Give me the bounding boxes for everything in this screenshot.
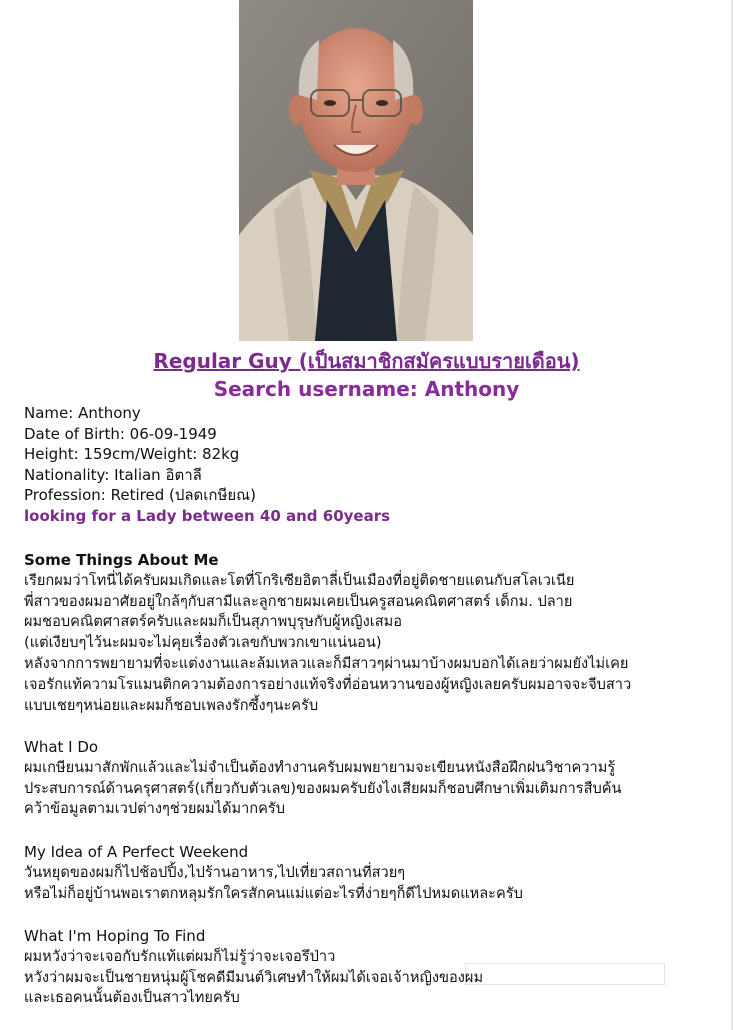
paragraph-line: พี่สาวของผมอาศัยอยู่ใกล้ๆกับสามีและลูกชายผมเคยเป็นครูสอนคณิตศาสตร์ เด็กม. ปลาย <box>24 592 573 610</box>
profile-photo <box>239 0 473 341</box>
section-heading: My Idea of A Perfect Weekend <box>24 843 249 861</box>
section-heading: Some Things About Me <box>24 551 219 569</box>
detail-name: Name: Anthony <box>24 404 141 422</box>
paragraph-line: (แต่เงียบๆไว้นะผมจะไม่คุยเรื่องตัวเลขกับพวกเขาแน่นอน) <box>24 634 382 652</box>
section-what-i-do <box>24 737 714 820</box>
search-username-label: Search username: Anthony <box>213 377 520 401</box>
section-heading: What I'm Hoping To Find <box>24 927 206 945</box>
detail-date-of-birth: Date of Birth: 06-09-1949 <box>24 424 217 443</box>
detail-profession: Profession: Retired (ปลดเกษียณ) <box>24 486 256 505</box>
paragraph-line: แบบเชยๆหน่อยและผมก็ชอบเพลงรักซึ้งๆนะครับ <box>24 696 319 714</box>
paragraph-line: และเธอคนนั้นต้องเป็นสาวไทยครับ <box>24 989 240 1007</box>
paragraph-line: ผมหวังว่าจะเจอกับรักแท้แต่ผมก็ไม่รู้ว่าจะเจอรึป่าว <box>24 947 336 965</box>
section-about-me <box>24 550 714 716</box>
looking-for-text: looking for a Lady between 40 and 60years <box>24 506 391 525</box>
paragraph-line: หรือไม่ก็อยู่บ้านพอเราตกหลุมรักใครสักคนแม่แต่อะไรที่ง่ายๆก็ดีไปหมดแหละครับ <box>24 884 523 902</box>
detail-nationality: Nationality: Italian อิตาลี <box>24 465 202 484</box>
paragraph-line: เจอรักแท้ความโรแมนติกความต้องการอย่างแท้จริงที่อ่อนหวานของผู้หญิงเลยครับผมอาจจะจีบสาว <box>24 675 632 693</box>
section-heading: What I Do <box>24 738 99 756</box>
paragraph-line: ผมชอบคณิตศาสตร์ครับและผมก็เป็นสุภาพบุรุษกับผู้หญิงเสมอ <box>24 613 403 631</box>
paragraph-line: ผมเกษียนมาสักพักแล้วและไม่จำเป็นต้องทำงานครับผมพยายามจะเขียนหนังสือฝึกฝนวิชาความรู้ <box>24 758 616 776</box>
paragraph-line: หวังว่าผมจะเป็นชายหนุ่มผู้โชคดีมีมนต์วิเศษทำให้ผมได้เจอเจ้าหญิงของผม <box>24 968 484 986</box>
paragraph-line: คว้าข้อมูลตามเวปต่างๆช่วยผมได้มากครับ <box>24 800 285 818</box>
detail-height-weight: Height: 159cm/Weight: 82kg <box>24 445 240 464</box>
profile-title-block <box>0 347 733 403</box>
paragraph-line: วันหยุดของผมก็ไปช้อปปิ้ง,ไปร้านอาหาร,ไปเที่ยวสถานที่สวยๆ <box>24 863 406 881</box>
section-perfect-weekend <box>24 842 714 904</box>
paragraph-line: เรียกผมว่าโทนี่ได้ครับผมเกิดและโตที่โกริเซียอิตาลี่เป็นเมืองที่อยู่ติดชายแดนกับสโลเวเนีย <box>24 571 575 589</box>
membership-plan-link[interactable]: Regular Guy (เป็นสมาชิกสมัครแบบรายเดือน) <box>153 349 580 373</box>
section-hoping-to-find <box>24 926 714 1009</box>
profile-details <box>24 403 714 527</box>
paragraph-line: ประสบการณ์ด้านครุศาสตร์(เกี่ยวกับตัวเลข)ของผมครับยังไงเสียผมก็ชอบศึกษาเพิ่มเติมการสืบค้น <box>24 779 622 797</box>
paragraph-line: หลังจากการพยายามที่จะแต่งงานและล้มเหลวและก็มีสาวๆผ่านมาบ้างผมบอกได้เลยว่าผมยังไม่เคย <box>24 654 629 672</box>
